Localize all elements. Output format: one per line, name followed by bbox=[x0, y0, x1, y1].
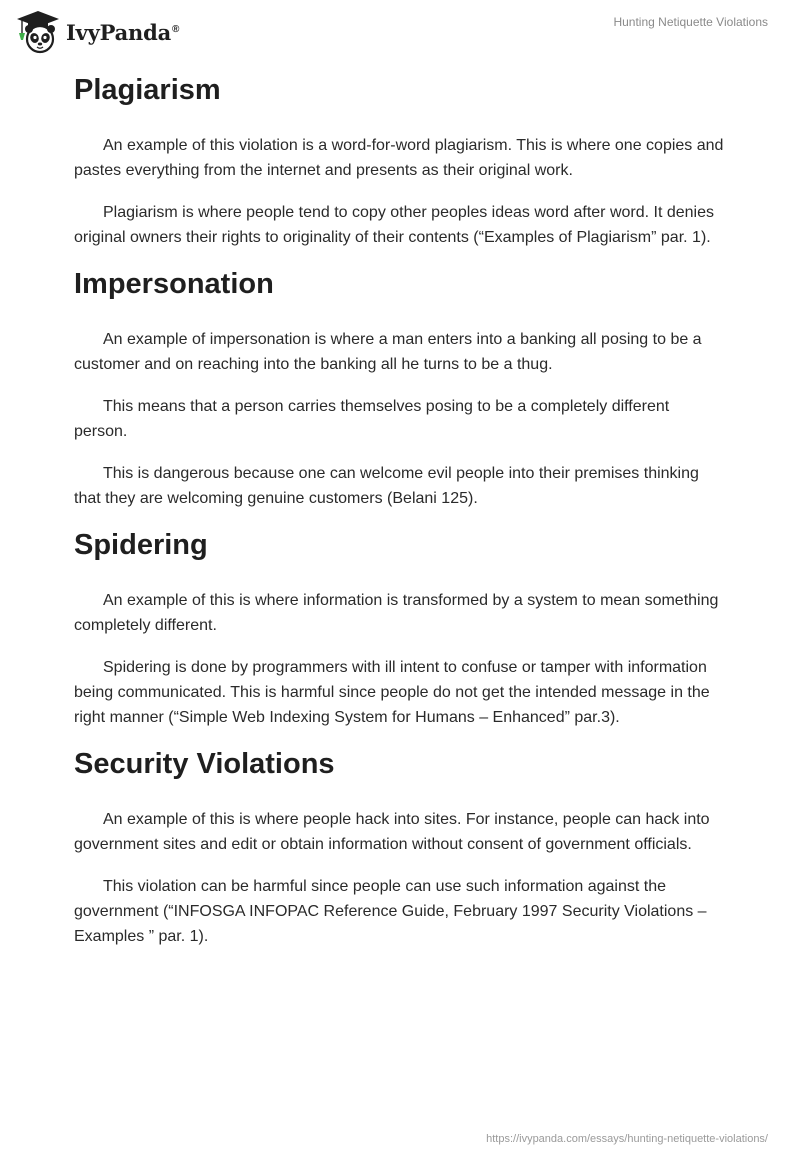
section-heading: Spidering bbox=[74, 529, 208, 561]
ivypanda-logo[interactable] bbox=[14, 8, 179, 56]
logo-wordmark: IvyPanda® bbox=[66, 19, 180, 45]
section-heading: Impersonation bbox=[74, 268, 274, 300]
panda-graduation-cap-icon bbox=[14, 8, 62, 56]
footer-url[interactable]: https://ivypanda.com/essays/hunting-netiquette-violations/ bbox=[486, 1133, 768, 1145]
registered-mark: ® bbox=[172, 23, 180, 35]
paragraph: This means that a person carries themselves posing to be a completely different person. bbox=[74, 398, 670, 440]
running-title: Hunting Netiquette Violations bbox=[613, 15, 768, 29]
paragraph: An example of impersonation is where a man enters into a banking all posing to be a customer and on reaching into the banking all he turns to be a thug. bbox=[74, 331, 702, 373]
section-security-violations bbox=[74, 744, 724, 949]
paragraph: An example of this is where information is transformed by a system to mean something completely different. bbox=[74, 592, 719, 634]
paragraph: Plagiarism is where people tend to copy other peoples ideas word after word. It denies original owners their rights to originality of their contents (“Examples of Plagiarism” par. 1). bbox=[74, 204, 715, 246]
paragraph: An example of this violation is a word-for-word plagiarism. This is where one copies and pastes everything from the internet and presents as their original work. bbox=[74, 137, 724, 179]
paragraph: This is dangerous because one can welcome evil people into their premises thinking that they are welcoming genuine customers (Belani 125). bbox=[74, 465, 699, 507]
section-impersonation bbox=[74, 264, 724, 511]
section-plagiarism bbox=[74, 70, 724, 250]
paragraph: Spidering is done by programmers with ill intent to confuse or tamper with information being communicated. This is harmful since people do not get the intended message in the right manner (“Simple Web Indexing System for Humans – Enhanced” par.3). bbox=[74, 659, 710, 726]
section-spidering bbox=[74, 525, 724, 730]
section-heading: Security Violations bbox=[74, 748, 335, 780]
page-header bbox=[0, 0, 800, 64]
essay-body bbox=[74, 70, 724, 966]
paragraph: An example of this is where people hack into sites. For instance, people can hack into government sites and edit or obtain information without consent of government officials. bbox=[74, 811, 710, 853]
paragraph: This violation can be harmful since people can use such information against the government (“INFOSGA INFOPAC Reference Guide, February 1997 Security Violations – Examples ” par. 1). bbox=[74, 878, 707, 945]
section-heading: Plagiarism bbox=[74, 74, 221, 106]
